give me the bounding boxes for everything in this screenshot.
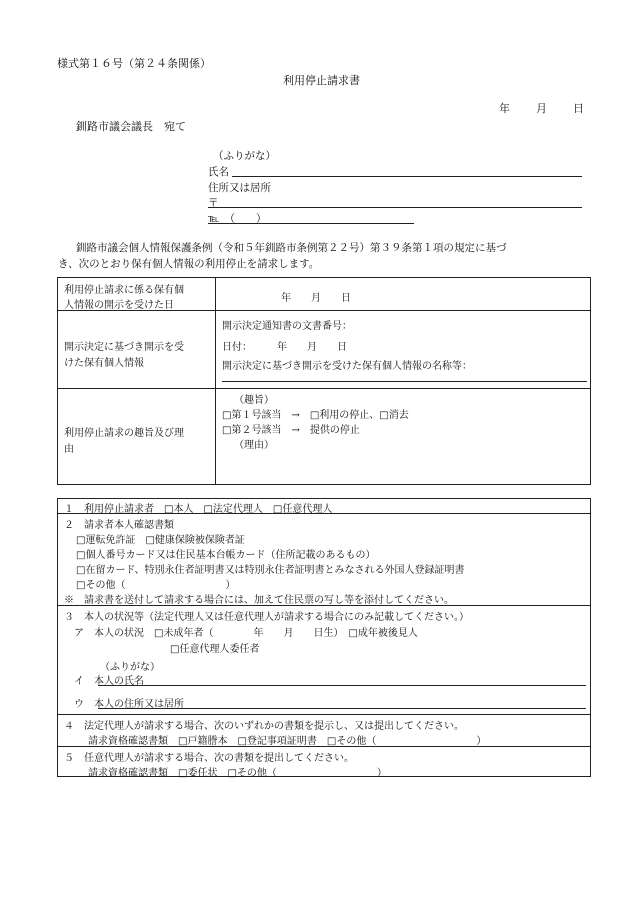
reason-label: （理由） — [234, 440, 274, 451]
row-disclosure-date-label — [58, 278, 216, 311]
section-voluntary-agent — [58, 747, 590, 778]
principal-address-label: ウ 本人の住所又は居所 — [74, 699, 184, 710]
requester-type-checkboxes[interactable]: １ 利用停止請求者 □本人 □法定代理人 □任意代理人 — [64, 504, 333, 515]
id-docs-heading: ２ 請求者本人確認書類 — [64, 520, 174, 531]
row2-label-line2: けた保有個人情報 — [64, 358, 144, 369]
row3-label-line2: 由 — [64, 444, 74, 455]
section-requester — [58, 499, 590, 514]
notice-date-label: 日付： 年 月 日 — [222, 342, 347, 353]
id-docs-line1[interactable]: □運転免許証 □健康保険被保険者証 — [76, 535, 245, 546]
legal-agent-docs[interactable]: 請求資格確認書類 □戸籍謄本 □登記事項証明書 □その他（ ） — [88, 736, 487, 747]
voluntary-agent-docs[interactable]: 請求資格確認書類 □委任状 □その他（ ） — [88, 768, 387, 779]
row-purport-reason-value[interactable] — [216, 389, 591, 485]
name-field-line[interactable] — [232, 176, 582, 177]
form-number: 様式第１６号（第２４条関係） — [57, 57, 211, 70]
section-principal-status — [58, 606, 590, 715]
voluntary-agent-heading: ５ 任意代理人が請求する場合、次の書類を提出してください。 — [64, 753, 354, 764]
row-disclosed-info-label — [58, 311, 216, 389]
clause2-checkbox-row[interactable]: □第２号該当 → 提供の停止 — [222, 425, 360, 436]
principal-status-line2[interactable]: □任意代理人委任者 — [170, 644, 260, 655]
tel-field-line[interactable] — [208, 223, 414, 224]
doc-number-label: 開示決定通知書の文書番号： — [222, 321, 352, 332]
section-legal-agent — [58, 715, 590, 747]
page-title: 利用停止請求書 — [283, 74, 360, 87]
row-purport-reason-label — [58, 389, 216, 485]
section-id-documents — [58, 514, 590, 606]
postal-mark: 〒 — [208, 197, 219, 209]
row-disclosed-info-value[interactable] — [216, 311, 591, 389]
info-name-label: 開示決定に基づき開示を受けた保有個人情報の名称等： — [222, 361, 472, 372]
address-field-line[interactable] — [208, 207, 582, 208]
principal-status-heading: ３ 本人の状況等（法定代理人又は任意代理人が請求する場合にのみ記載してください。） — [64, 612, 469, 623]
clause1-checkbox-row[interactable]: □第１号該当 → □利用の停止、□消去 — [222, 410, 409, 421]
row-disclosure-date-value[interactable] — [216, 278, 591, 311]
principal-name-label: イ 本人の氏名 — [74, 676, 144, 687]
mail-note: ※ 請求書を送付して請求する場合には、加えて住民票の写し等を添付してください。 — [64, 595, 454, 606]
id-docs-line3[interactable]: □在留カード、特別永住者証明書又は特別永住者証明書とみなされる外国人登録証明書 — [76, 565, 465, 576]
tel-label: ℡ （ ） — [208, 213, 267, 225]
purport-label: （趣旨） — [234, 395, 274, 406]
date-month: 月 — [536, 102, 547, 115]
date-day: 日 — [573, 102, 584, 115]
row2-label-line1: 開示決定に基づき開示を受 — [64, 342, 184, 353]
row1-label-line2: 人情報の開示を受けた日 — [64, 300, 174, 311]
principal-address-line[interactable] — [98, 708, 586, 709]
legal-agent-heading: ４ 法定代理人が請求する場合、次のいずれかの書類を提示し、又は提出してください。 — [64, 721, 464, 732]
address-label: 住所又は居所 — [208, 182, 271, 194]
principal-name-line[interactable] — [98, 685, 586, 686]
id-docs-line2[interactable]: □個人番号カード又は住民基本台帳カード（住所記載のあるもの） — [76, 550, 376, 561]
date-year: 年 — [499, 102, 510, 115]
row3-label-line1: 利用停止請求の趣旨及び理 — [64, 428, 184, 439]
furigana-label: （ふりがな） — [213, 150, 276, 162]
name-label: 氏名 — [208, 166, 229, 178]
row1-date-value: 年 月 日 — [281, 293, 351, 304]
intro-line-2: き、次のとおり保有個人情報の利用停止を請求します。 — [58, 258, 320, 270]
request-detail-table — [57, 277, 591, 485]
addressee: 釧路市議会議長 宛て — [76, 120, 186, 133]
info-name-line[interactable] — [222, 381, 587, 382]
id-docs-other[interactable]: □その他（ ） — [76, 580, 236, 591]
row1-label-line1: 利用停止請求に係る保有個 — [64, 285, 184, 296]
principal-status-line1[interactable]: ア 本人の状況 □未成年者（ 年 月 日生） □成年被後見人 — [74, 628, 418, 639]
principal-furigana: （ふりがな） — [100, 662, 160, 673]
intro-line-1: 釧路市議会個人情報保護条例（令和５年釧路市条例第２２号）第３９条第１項の規定に基づ — [76, 242, 507, 254]
requester-info-block — [57, 498, 591, 777]
